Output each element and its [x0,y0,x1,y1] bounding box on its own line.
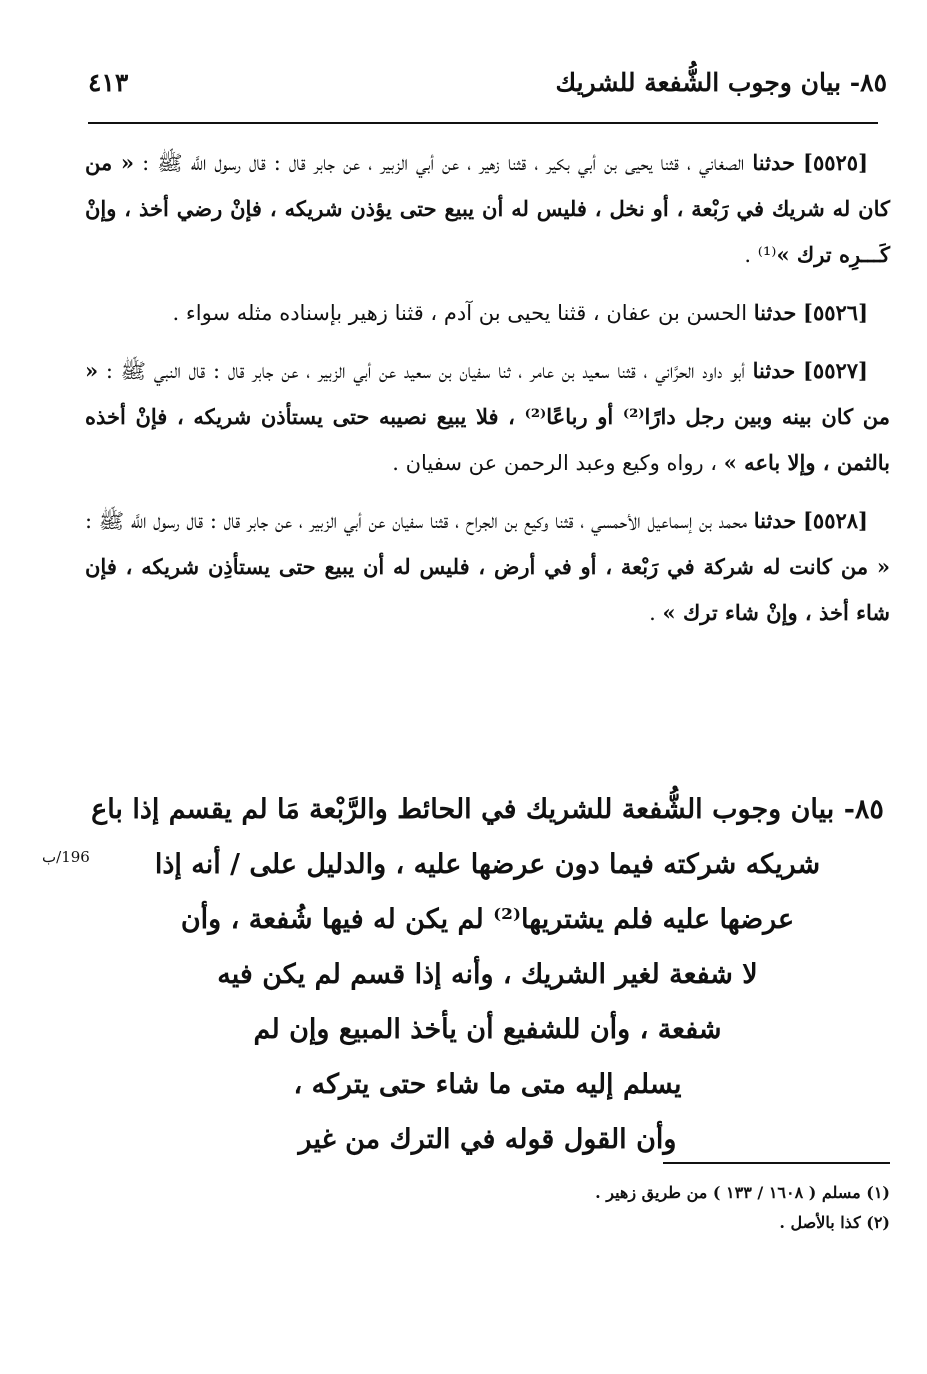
chapter-line: وأن القول قوله في الترك من غير [298,1124,677,1155]
hadith-number: [٥٥٢٧] [802,358,868,383]
hadith-5528 [85,498,890,636]
haddathana-word: حدثنا [753,300,797,325]
page-number: ٤١٣ [88,68,129,97]
hadith-isnad: الصغاني ، قثنا يحيى بن أبي بكير ، قثنا زهير ، عن أبي الزبير ، عن جابر قال : قال رسول اللَّه ﷺ : [134,151,753,175]
footnote-2: (٢) كذا بالأصل . [779,1213,890,1232]
chapter-line: شريكه شركته فيما دون عرضها عليه ، والدليل على / أنه إذا [154,849,821,880]
hadith-isnad: محمد بن إسماعيل الأحمسي ، قثنا وكيع بن الجراح ، قثنا سفيان عن أبي الزبير ، عن جابر قال : قال رسول اللَّه ﷺ : [85,509,754,533]
hadith-matn: « من كانت له شركة في رَبْعة ، أو في أرض ، فليس له أن يبيع حتى يستأذِن شريكه ، فإن شاء أخذ ، وإنْ شاء ترك » [85,554,890,625]
hadith-number: [٥٥٢٥] [803,150,869,175]
header-divider [88,122,878,124]
chapter-line: لا شفعة لغير الشريك ، وأنه إذا قسم لم يكن فيه [217,959,758,990]
haddathana-word: حدثنا [753,508,797,533]
hadith-tail: . [649,601,663,625]
hadith-matn: « من كان له شريك في رَبْعة ، أو نخل ، فليس له أن يبيع حتى يؤذن شريكه ، فإنْ رضي أخذ ، وإنْ كَـــرِه ترك » [85,150,890,267]
haddathana-word: حدثنا [752,150,795,175]
hadith-tail: ، رواه وكيع وعبد الرحمن عن سفيان . [392,451,724,475]
chapter-line: يسلم إليه متى ما شاء حتى يتركه ، [293,1069,682,1100]
hadith-tail: ⁽¹⁾ . [744,243,777,267]
footnote-1: (١) مسلم ( ١٦٠٨ / ١٣٣ ) من طريق زهير . [595,1183,890,1202]
hadith-isnad: الحسن بن عفان ، قثنا يحيى بن آدم ، قثنا زهير بإسناده مثله سواء . [172,301,754,325]
hadith-5526 [85,290,890,336]
haddathana-word: حدثنا [752,358,796,383]
manuscript-folio-note: 196/ب [42,848,90,866]
hadith-number: [٥٥٢٦] [803,300,868,325]
hadith-5525 [85,140,890,278]
chapter-line: ٨٥- بيان وجوب الشُّفعة للشريك في الحائط والرَّبْعة مَا لم يقسم إذا باع [91,794,884,825]
chapter-heading [85,782,890,1167]
hadith-section [85,140,890,648]
hadith-isnad: أبو داود الحرَّاني ، قثنا سعيد بن عامر ، ثنا سفيان بن سعيد عن أبي الزبير ، عن جابر قال : قال النبي ﷺ : [98,359,753,383]
chapter-line: عرضها عليه فلم يشتريها⁽²⁾ لم يكن له فيها شُفعة ، وأن [180,904,795,935]
footnote-divider [663,1162,890,1164]
hadith-5527 [85,348,890,486]
running-header [88,60,887,116]
header-title: ٨٥- بيان وجوب الشُّفعة للشريك [555,68,887,97]
footnotes [400,1178,890,1238]
hadith-matn: « من كان بينه وبين رجل دارًا⁽²⁾ أو رباعًا⁽²⁾ ، فلا يبيع نصيبه حتى يستأذن شريكه ، فإنْ أخذه بالثمن ، وإلا باعه » [85,358,891,475]
hadith-number: [٥٥٢٨] [802,508,868,533]
chapter-line: شفعة ، وأن للشفيع أن يأخذ المبيع وإن لم [253,1014,722,1045]
